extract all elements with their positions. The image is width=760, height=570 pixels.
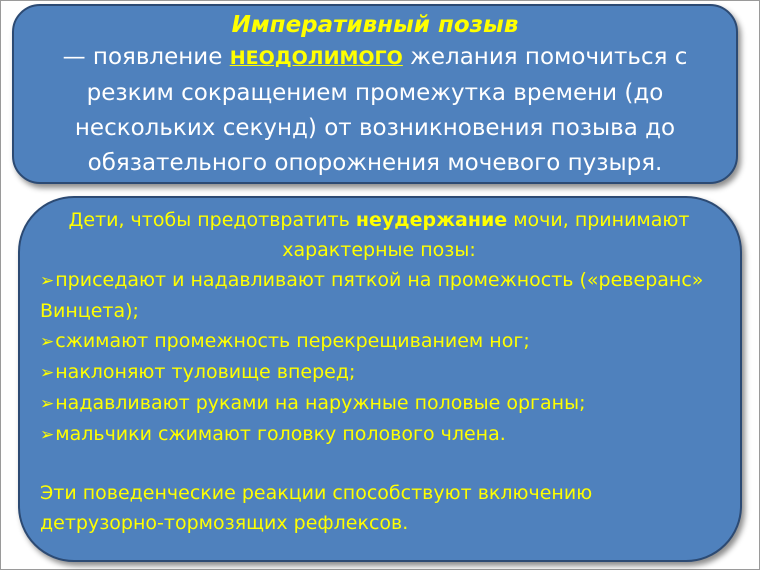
definition-box (12, 4, 738, 184)
list-item (40, 265, 718, 326)
intro-bold: неудержание (355, 209, 508, 231)
list-item-text: сжимают промежность перекрещиванием ног; (55, 330, 530, 352)
definition-suffix: желания помочиться с резким сокращением промежутка времени (до нескольких секунд) от возникновения позыва до обязательного опорожнения мочевого пузыря. (74, 44, 688, 176)
arrow-bullet-icon: ➢ (40, 332, 55, 352)
list-item (40, 357, 718, 388)
arrow-bullet-icon: ➢ (40, 394, 55, 414)
list-item (40, 419, 718, 450)
definition-text (14, 40, 736, 181)
list-item-text: наклоняют туловище вперед; (55, 361, 356, 383)
postures-box (18, 196, 742, 562)
definition-prefix: — появление (62, 44, 230, 70)
intro-prefix: Дети, чтобы предотвратить (68, 209, 356, 231)
postures-list (40, 265, 718, 450)
intro-suffix: мочи, принимают характерные позы: (282, 209, 690, 261)
list-item (40, 326, 718, 357)
arrow-bullet-icon: ➢ (40, 271, 55, 291)
list-item-text: надавливают руками на наружные половые органы; (55, 392, 586, 414)
definition-highlight: НЕОДОЛИМОГО (229, 47, 403, 69)
list-item (40, 388, 718, 419)
definition-title: Императивный позыв (231, 12, 519, 38)
arrow-bullet-icon: ➢ (40, 363, 55, 383)
postures-intro (40, 205, 718, 265)
list-item-text: мальчики сжимают головку полового члена. (55, 423, 506, 445)
arrow-bullet-icon: ➢ (40, 425, 55, 445)
spacer (40, 450, 718, 478)
conclusion-text: Эти поведенческие реакции способствуют включению детрузорно-тормозящих рефлексов. (40, 482, 593, 534)
list-item-text: приседают и надавливают пяткой на промежность («реверанс» Винцета); (40, 269, 704, 322)
